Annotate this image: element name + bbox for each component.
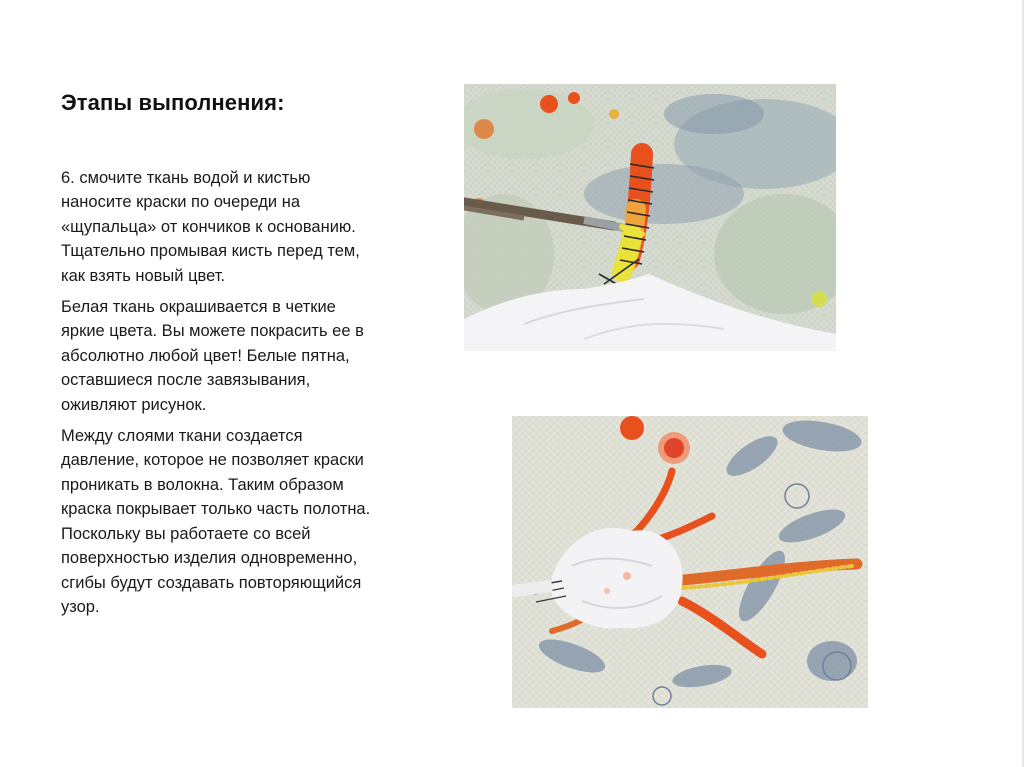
paragraph-white-fabric: Белая ткань окрашивается в четкие яркие цвета. Вы можете покрасить ее в абсолютно любой цвет! Белые пятна, оставшиеся после завязывания, оживляют рисунок. xyxy=(61,298,364,414)
slide-title: Этапы выполнения: xyxy=(61,90,285,115)
paragraph-pressure: Между слоями ткани создается давление, которое не позволяет краски проникать в волокна. Таким образом краска покрывает только часть полотна. Поскольку вы работаете со всей поверхностью изделия одновременно, сгибы будут создавать повторяющийся узор. xyxy=(61,427,371,616)
slide-body xyxy=(61,166,381,626)
photo-brush-painting xyxy=(464,84,836,351)
paragraph-step-6: 6. смочите ткань водой и кистью наносите краски по очереди на «щупальца» от кончиков к основанию. Тщательно промывая кисть перед тем, как взять новый цвет. xyxy=(61,169,360,285)
photo-dyed-octopus xyxy=(512,416,868,708)
